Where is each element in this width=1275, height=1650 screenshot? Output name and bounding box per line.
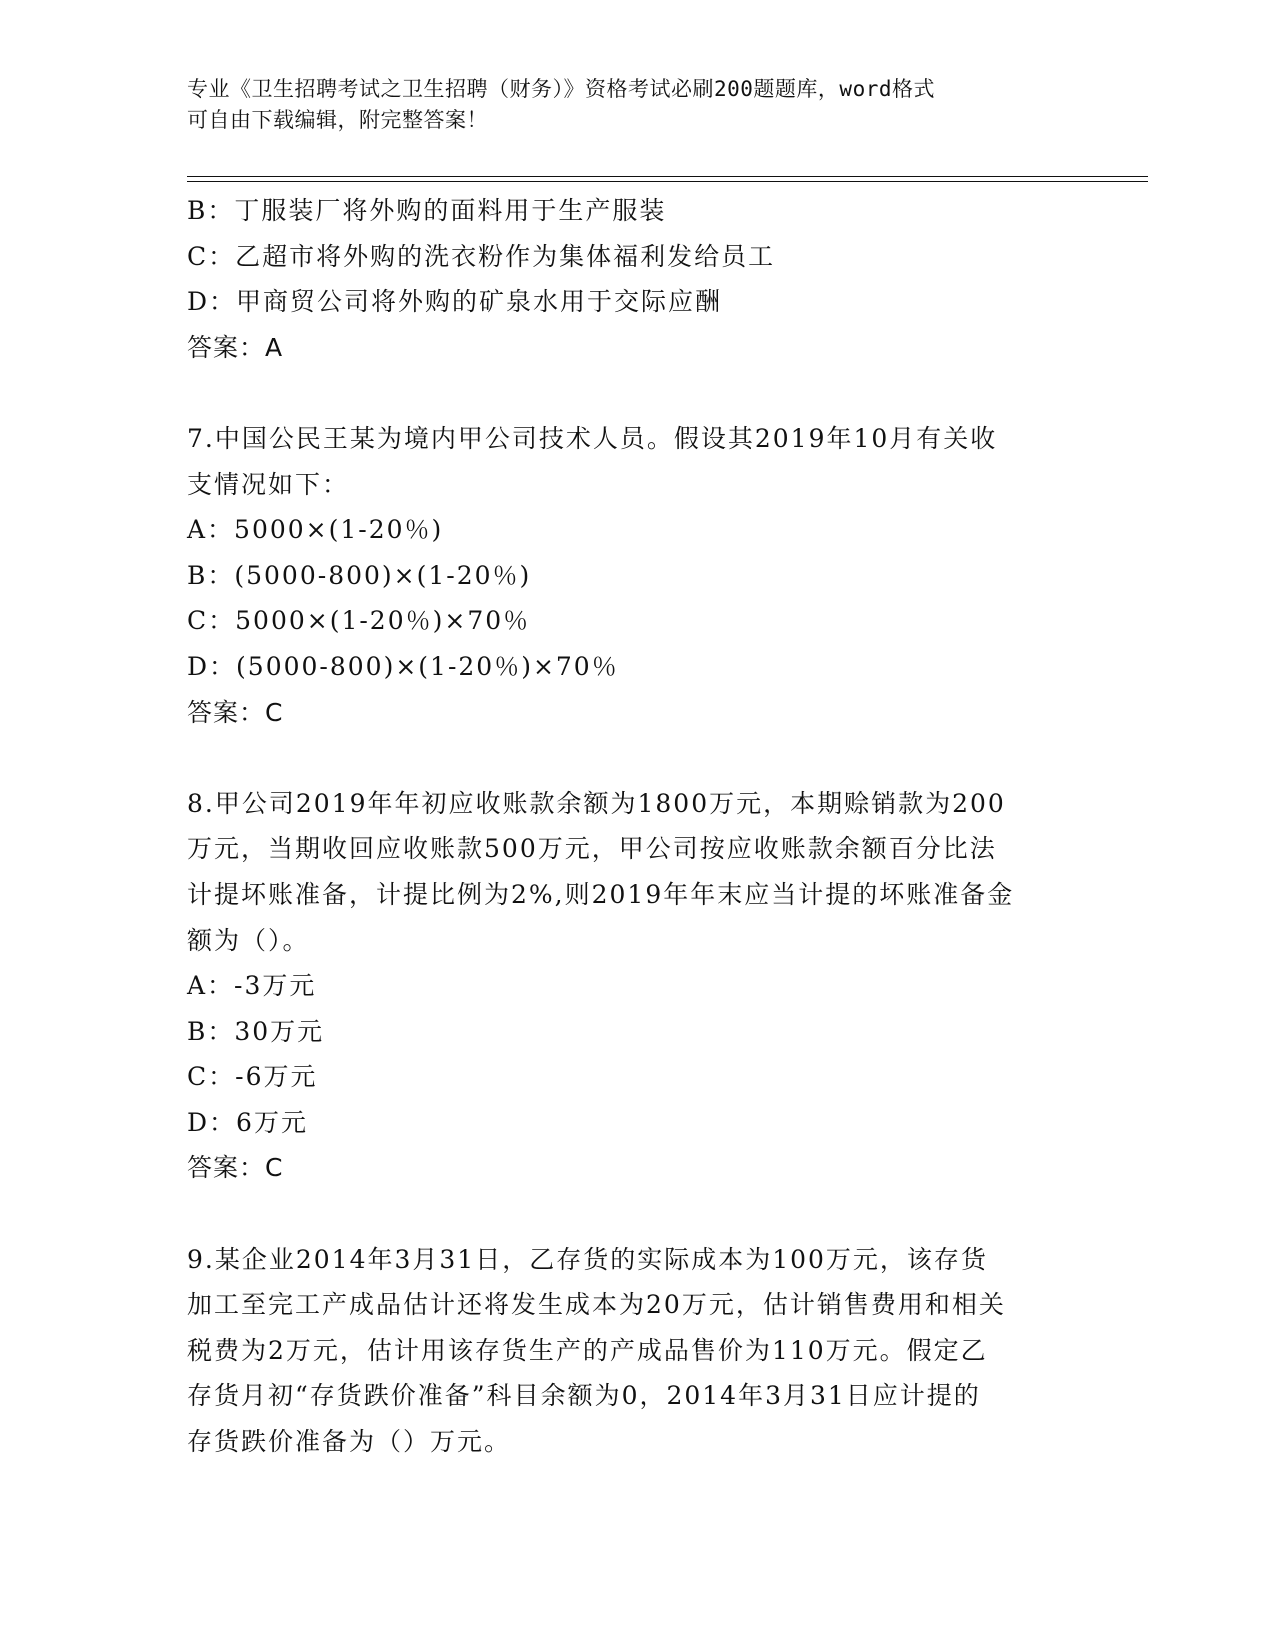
q9-stem-line-5: 存货跌价准备为（）万元。: [187, 1427, 512, 1457]
q8-stem-line-2: 万元，当期收回应收账款500万元，甲公司按应收账款余额百分比法: [187, 834, 997, 864]
q7-option-a: A：5000×(1-20％): [187, 515, 444, 545]
spacer: [187, 370, 1087, 416]
question-7-block: [187, 416, 1087, 735]
q8-option-a: A：-3万元: [187, 971, 317, 1001]
spacer: [187, 1191, 1087, 1237]
q8-stem-line-4: 额为（）。: [187, 925, 310, 955]
q6-option-d: D：甲商贸公司将外购的矿泉水用于交际应酬: [187, 287, 723, 317]
q8-answer: 答案：C: [187, 1153, 284, 1183]
document-header: [187, 74, 1067, 136]
q6-option-c: C：乙超市将外购的洗衣粉作为集体福利发给员工: [187, 241, 776, 271]
q9-stem-line-3: 税费为2万元，估计用该存货生产的产成品售价为110万元。假定乙: [187, 1335, 988, 1365]
q7-option-c: C：5000×(1-20％)×70％: [187, 606, 531, 636]
q9-stem-line-2: 加工至完工产成品估计还将发生成本为20万元，估计销售费用和相关: [187, 1290, 1006, 1320]
q7-stem-line-2: 支情况如下：: [187, 469, 350, 499]
q9-stem-line-4: 存货月初“存货跌价准备”科目余额为0，2014年3月31日应计提的: [187, 1381, 981, 1411]
q7-option-b: B：(5000-800)×(1-20％): [187, 560, 532, 590]
header-divider-thick: [187, 176, 1148, 177]
q8-option-b: B：30万元: [187, 1016, 325, 1046]
q8-option-c: C：-6万元: [187, 1062, 318, 1092]
q6-answer: 答案：A: [187, 332, 284, 362]
question-8-block: [187, 781, 1087, 1191]
question-9-block: [187, 1237, 1087, 1465]
q8-stem-line-3: 计提坏账准备，计提比例为2%,则2019年年末应当计提的坏账准备金: [187, 879, 1015, 909]
question-content: [187, 188, 1087, 1465]
q8-stem-line-1: 8.甲公司2019年年初应收账款余额为1800万元，本期赊销款为200: [187, 788, 1006, 818]
q7-stem-line-1: 7.中国公民王某为境内甲公司技术人员。假设其2019年10月有关收: [187, 423, 998, 453]
q8-option-d: D：6万元: [187, 1107, 308, 1137]
header-line-1: 专业《卫生招聘考试之卫生招聘（财务）》资格考试必刷200题题库，word格式: [187, 77, 935, 101]
q7-answer: 答案：C: [187, 697, 284, 727]
q7-option-d: D：(5000-800)×(1-20％)×70％: [187, 651, 619, 681]
question-6-block: [187, 188, 1087, 370]
header-divider-thin: [187, 181, 1148, 182]
q6-option-b: B：丁服装厂将外购的面料用于生产服装: [187, 196, 667, 225]
spacer: [187, 735, 1087, 781]
header-line-2: 可自由下载编辑，附完整答案！: [187, 108, 488, 132]
q9-stem-line-1: 9.某企业2014年3月31日，乙存货的实际成本为100万元，该存货: [187, 1244, 988, 1274]
